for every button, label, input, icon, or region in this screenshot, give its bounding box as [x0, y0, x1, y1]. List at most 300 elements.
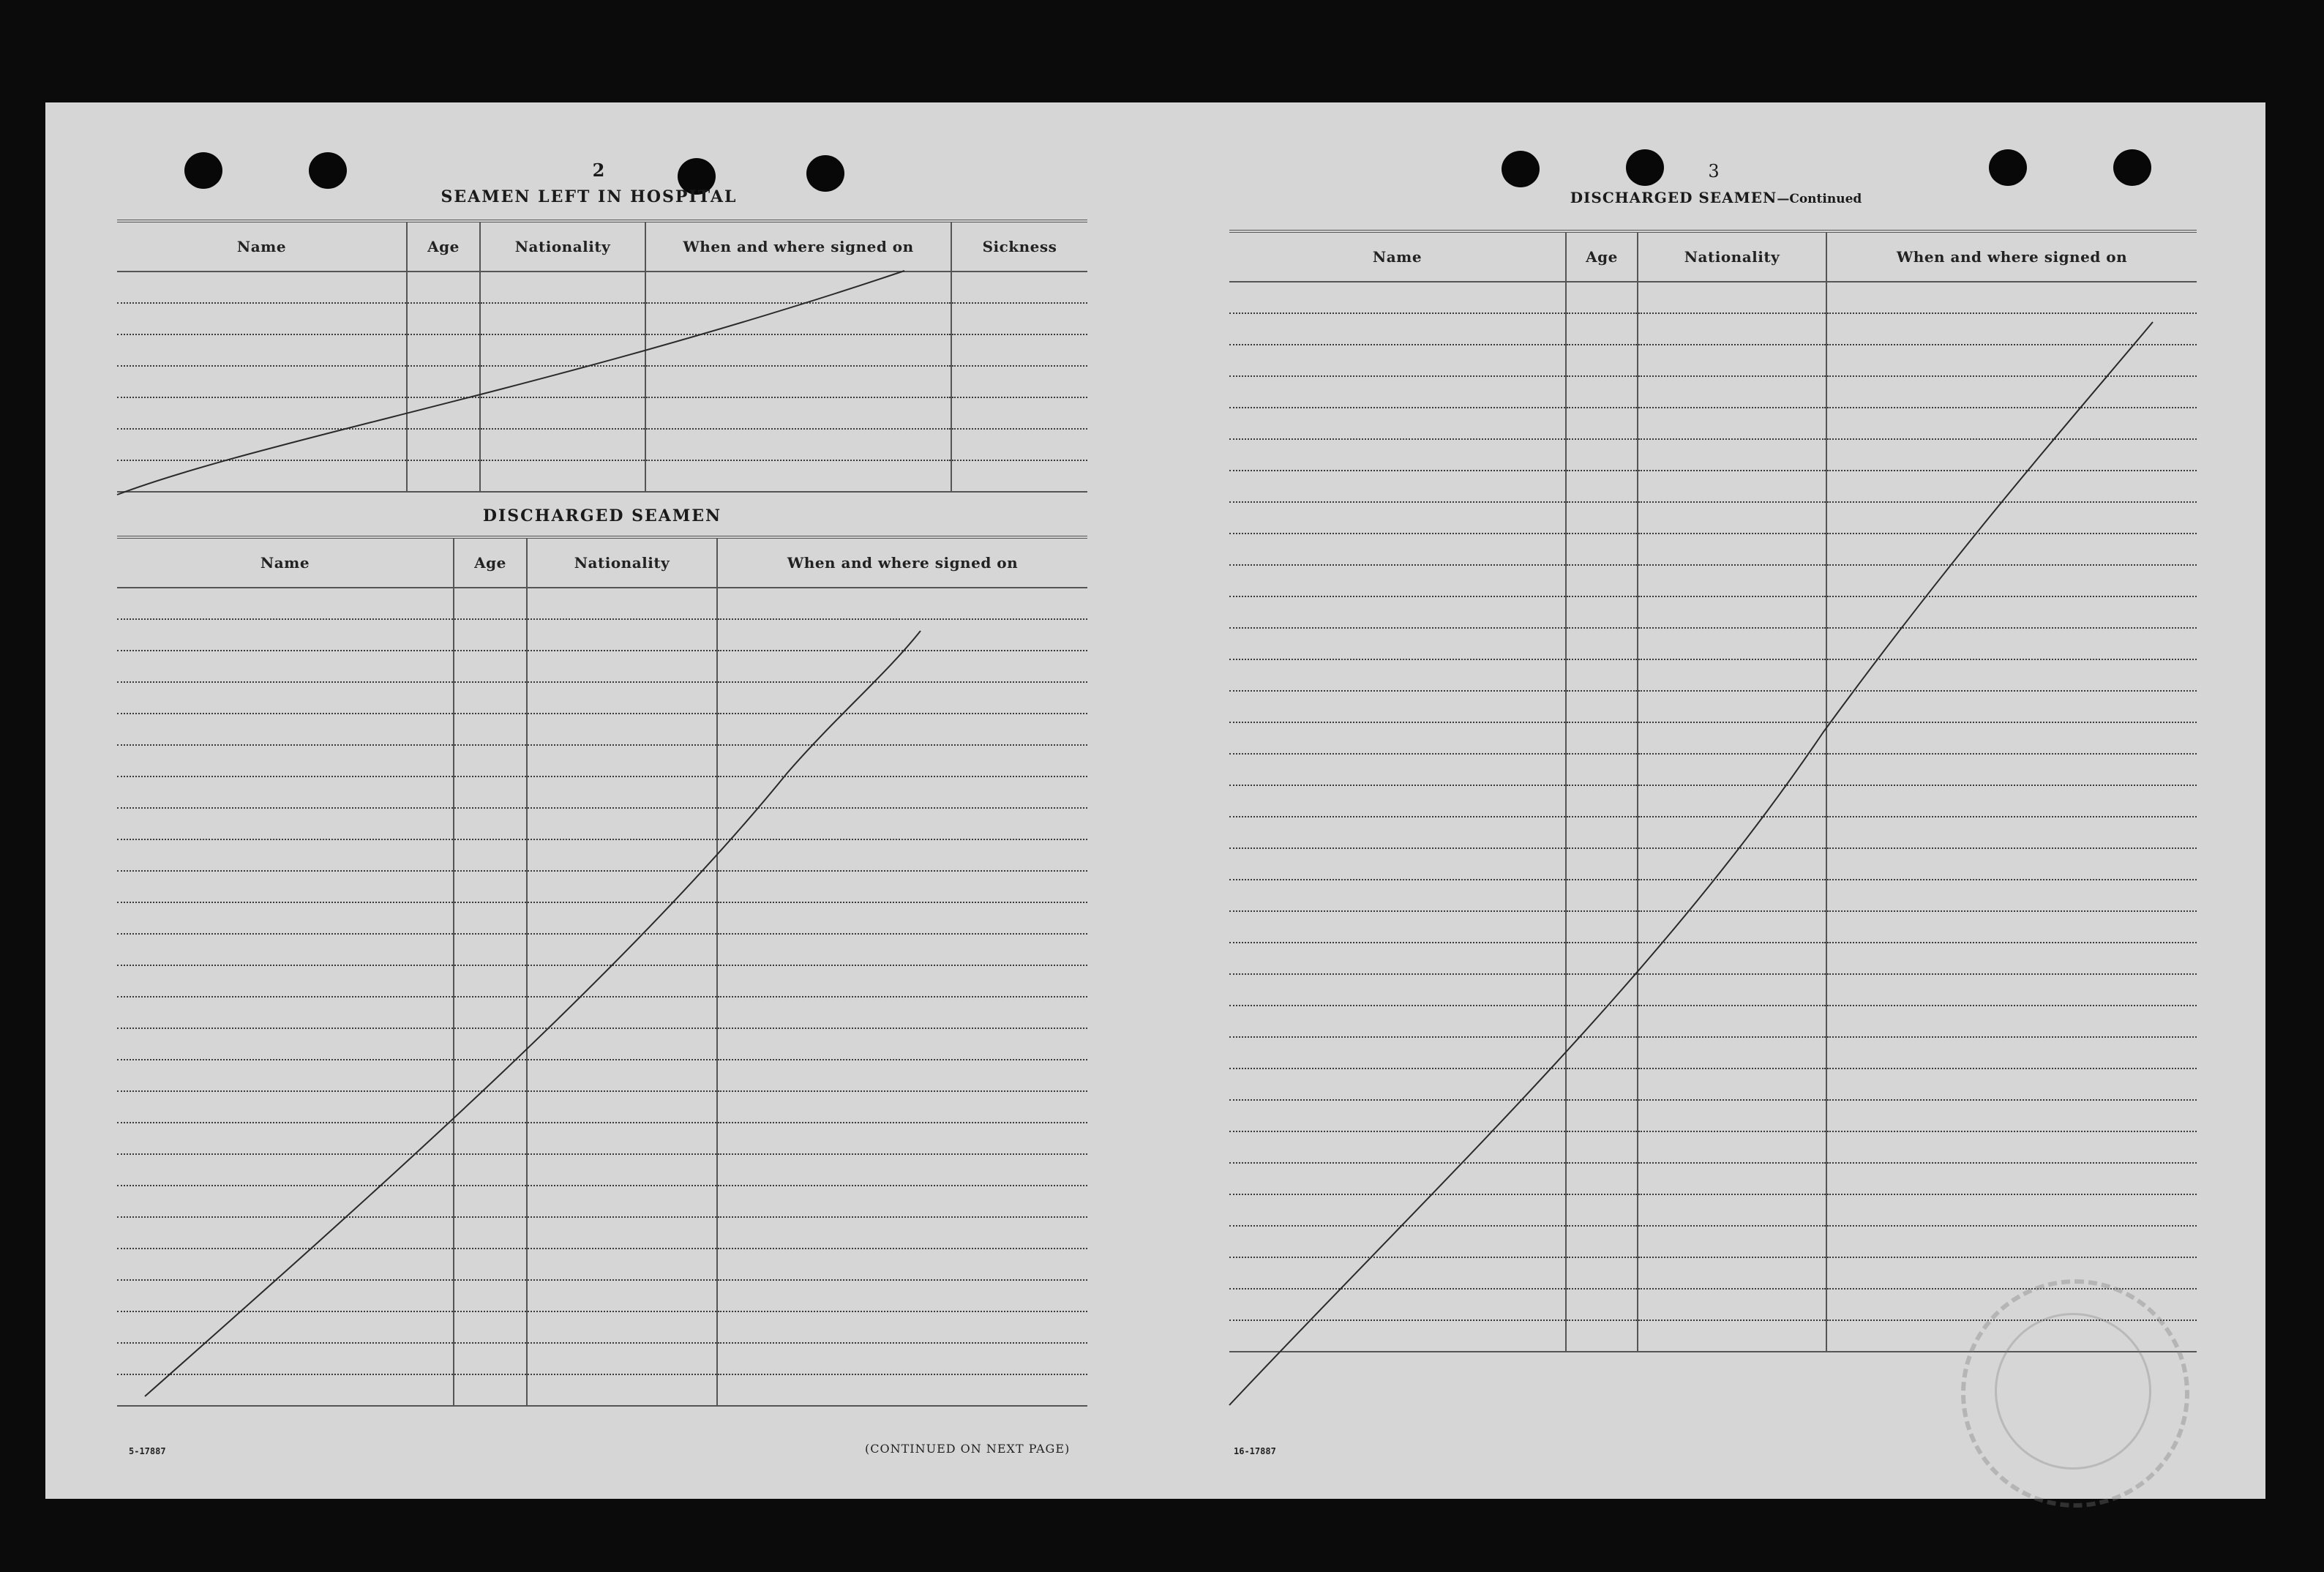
table-header-row [117, 221, 1087, 272]
table-cell [117, 839, 454, 871]
column-header-signed-on: When and where signed on [1826, 231, 2197, 282]
table-cell [1826, 1226, 2197, 1257]
table-cell [1638, 376, 1826, 408]
table-cell [1566, 1289, 1638, 1320]
table-row [117, 902, 1087, 934]
table-cell [1826, 785, 2197, 817]
table-row [117, 429, 1087, 460]
table-cell [117, 934, 454, 965]
column-header-name: Name [117, 221, 407, 272]
discharged-table-left [117, 536, 1087, 1407]
table-cell [454, 965, 527, 997]
table-cell [117, 902, 454, 934]
table-cell [1229, 691, 1566, 722]
table-cell [1229, 943, 1566, 974]
table-row [117, 1311, 1087, 1343]
table-cell [117, 619, 454, 651]
table-cell [1826, 534, 2197, 565]
table-row [117, 366, 1087, 397]
table-cell [1826, 1100, 2197, 1131]
column-header-age: Age [454, 537, 527, 588]
table-row [117, 397, 1087, 429]
table-cell [717, 588, 1087, 619]
table-cell [1638, 754, 1826, 785]
column-header-sickness: Sickness [951, 221, 1087, 272]
punch-hole [309, 152, 347, 189]
faded-stamp [1961, 1279, 2189, 1508]
column-header-nationality: Nationality [527, 537, 717, 588]
column-header-age: Age [407, 221, 480, 272]
table-cell [117, 714, 454, 745]
table-cell [527, 1249, 717, 1280]
table-cell [117, 1343, 454, 1374]
table-cell [1229, 848, 1566, 880]
table-row [117, 1249, 1087, 1280]
table-cell [117, 1280, 454, 1311]
table-cell [1566, 1257, 1638, 1289]
table-row [1229, 911, 2197, 943]
table-cell [1638, 1257, 1826, 1289]
table-cell [454, 588, 527, 619]
table-cell [1566, 817, 1638, 848]
table-row [117, 934, 1087, 965]
table-cell [1229, 974, 1566, 1006]
table-row [117, 1374, 1087, 1406]
table-row [117, 1217, 1087, 1249]
table-row [1229, 282, 2197, 313]
table-cell [527, 1154, 717, 1186]
table-cell [717, 934, 1087, 965]
table-cell [1638, 817, 1826, 848]
table-cell [117, 651, 454, 682]
table-cell [1638, 1037, 1826, 1068]
table-cell [454, 1123, 527, 1154]
table-cell [527, 1343, 717, 1374]
column-header-signed-on: When and where signed on [717, 537, 1087, 588]
discharged-continued-title [1229, 189, 2203, 206]
table-cell [1638, 565, 1826, 596]
table-cell [1566, 439, 1638, 471]
table-cell [1638, 1320, 1826, 1352]
table-cell [1638, 1100, 1826, 1131]
table-row [1229, 439, 2197, 471]
table-cell [1229, 471, 1566, 502]
table-cell [527, 871, 717, 902]
hospital-table [117, 220, 1087, 493]
table-cell [527, 714, 717, 745]
table-cell [454, 1154, 527, 1186]
table-row [1229, 659, 2197, 691]
table-cell [1566, 880, 1638, 911]
table-cell [1638, 534, 1826, 565]
table-cell [1229, 1100, 1566, 1131]
table-cell [1229, 817, 1566, 848]
table-row [1229, 1100, 2197, 1131]
table-cell [1229, 1289, 1566, 1320]
punch-hole [184, 152, 222, 189]
table-cell [1566, 502, 1638, 534]
table-cell [1638, 596, 1826, 628]
table-cell [1638, 848, 1826, 880]
table-cell [1229, 408, 1566, 439]
table-cell [527, 997, 717, 1028]
table-cell [454, 682, 527, 714]
table-cell [1826, 282, 2197, 313]
table-cell [1826, 754, 2197, 785]
table-cell [717, 776, 1087, 808]
table-row [1229, 848, 2197, 880]
table-cell [1229, 282, 1566, 313]
column-header-nationality: Nationality [1638, 231, 1826, 282]
table-cell [717, 839, 1087, 871]
table-cell [527, 682, 717, 714]
table-row [117, 714, 1087, 745]
table-cell [1229, 345, 1566, 376]
table-cell [1826, 345, 2197, 376]
table-cell [1566, 722, 1638, 754]
column-header-name: Name [1229, 231, 1566, 282]
table-cell [717, 651, 1087, 682]
table-cell [1638, 345, 1826, 376]
table-cell [527, 776, 717, 808]
table-cell [1638, 659, 1826, 691]
table-cell [1229, 1257, 1566, 1289]
table-cell [117, 1028, 454, 1060]
table-row [1229, 880, 2197, 911]
table-cell [1826, 943, 2197, 974]
table-cell [1566, 565, 1638, 596]
table-cell [454, 745, 527, 776]
table-cell [1229, 1226, 1566, 1257]
table-cell [1638, 880, 1826, 911]
table-cell [117, 1217, 454, 1249]
table-cell [1229, 1006, 1566, 1037]
hospital-section-title: SEAMEN LEFT IN HOSPITAL [441, 187, 738, 206]
table-cell [1229, 911, 1566, 943]
table-cell [454, 651, 527, 682]
table-cell [454, 619, 527, 651]
table-row [1229, 943, 2197, 974]
table-cell [717, 871, 1087, 902]
table-cell [1229, 1194, 1566, 1226]
table-cell [717, 1280, 1087, 1311]
table-cell [454, 839, 527, 871]
table-cell [1229, 628, 1566, 659]
table-row [1229, 1006, 2197, 1037]
table-row [117, 334, 1087, 366]
table-row [1229, 408, 2197, 439]
table-cell [454, 871, 527, 902]
table-cell [1566, 313, 1638, 345]
table-cell [1229, 1068, 1566, 1100]
table-cell [117, 776, 454, 808]
table-cell [1566, 596, 1638, 628]
form-code-left: 5-17887 [129, 1446, 166, 1456]
table-cell [1826, 691, 2197, 722]
table-cell [454, 808, 527, 839]
continued-note: (CONTINUED ON NEXT PAGE) [865, 1442, 1071, 1456]
table-cell [1638, 911, 1826, 943]
table-cell [527, 808, 717, 839]
table-cell [1826, 1006, 2197, 1037]
table-cell [1566, 1194, 1638, 1226]
table-cell [1638, 471, 1826, 502]
table-cell [1638, 691, 1826, 722]
table-cell [717, 619, 1087, 651]
table-row [117, 871, 1087, 902]
table-header-row [1229, 231, 2197, 282]
table-cell [1826, 502, 2197, 534]
table-cell [117, 1091, 454, 1123]
table-cell [1566, 1037, 1638, 1068]
table-cell [454, 997, 527, 1028]
table-cell [1566, 1131, 1638, 1163]
table-cell [1229, 785, 1566, 817]
table-cell [527, 588, 717, 619]
table-row [117, 460, 1087, 492]
table-cell [527, 1374, 717, 1406]
table-cell [1638, 1163, 1826, 1194]
table-cell [1638, 1131, 1826, 1163]
table-row [1229, 628, 2197, 659]
table-cell [1826, 722, 2197, 754]
table-cell [717, 1186, 1087, 1217]
table-row [1229, 1131, 2197, 1163]
table-row [117, 745, 1087, 776]
table-cell [1566, 1320, 1638, 1352]
table-row [1229, 691, 2197, 722]
table-cell [1229, 313, 1566, 345]
table-cell [1229, 439, 1566, 471]
table-cell [1826, 1068, 2197, 1100]
table-row [117, 839, 1087, 871]
table-row [117, 1154, 1087, 1186]
table-cell [117, 745, 454, 776]
table-cell [1638, 313, 1826, 345]
table-cell [1229, 1163, 1566, 1194]
table-cell [1229, 722, 1566, 754]
table-cell [1826, 1257, 2197, 1289]
table-cell [1566, 534, 1638, 565]
table-cell [1566, 691, 1638, 722]
table-cell [117, 682, 454, 714]
table-cell [1566, 1006, 1638, 1037]
form-code-right: 16-17887 [1234, 1446, 1276, 1456]
table-cell [1638, 1194, 1826, 1226]
table-cell [454, 1186, 527, 1217]
table-cell [117, 1154, 454, 1186]
table-cell [527, 1186, 717, 1217]
table-header-row [117, 537, 1087, 588]
table-cell [717, 1343, 1087, 1374]
table-row [1229, 471, 2197, 502]
table-cell [1826, 408, 2197, 439]
table-cell [527, 1028, 717, 1060]
table-cell [1826, 659, 2197, 691]
table-cell [1229, 1037, 1566, 1068]
table-cell [454, 1217, 527, 1249]
table-cell [117, 588, 454, 619]
table-cell [1229, 659, 1566, 691]
table-cell [1638, 1226, 1826, 1257]
table-cell [717, 965, 1087, 997]
table-cell [1229, 376, 1566, 408]
table-cell [117, 808, 454, 839]
table-cell [1826, 817, 2197, 848]
table-cell [117, 1060, 454, 1091]
table-cell [717, 1028, 1087, 1060]
table-cell [717, 682, 1087, 714]
table-cell [1229, 1131, 1566, 1163]
table-row [117, 272, 1087, 303]
table-cell [454, 1374, 527, 1406]
table-cell [1566, 911, 1638, 943]
table-row [117, 1343, 1087, 1374]
table-cell [1566, 848, 1638, 880]
table-row [117, 1186, 1087, 1217]
table-cell [1566, 1068, 1638, 1100]
table-cell [717, 1060, 1087, 1091]
table-row [117, 776, 1087, 808]
table-cell [717, 714, 1087, 745]
table-row [117, 682, 1087, 714]
page-number-left: 2 [592, 160, 605, 181]
table-cell [1229, 880, 1566, 911]
table-cell [1638, 408, 1826, 439]
table-cell [717, 1249, 1087, 1280]
table-cell [454, 902, 527, 934]
table-cell [454, 1343, 527, 1374]
table-cell [1566, 1100, 1638, 1131]
table-cell [117, 997, 454, 1028]
table-cell [1638, 1289, 1826, 1320]
discharged-section-title: DISCHARGED SEAMEN [482, 506, 722, 525]
table-cell [1826, 880, 2197, 911]
title-main: DISCHARGED SEAMEN [1570, 189, 1777, 206]
table-cell [1826, 1163, 2197, 1194]
table-cell [1566, 754, 1638, 785]
table-cell [1566, 282, 1638, 313]
column-header-name: Name [117, 537, 454, 588]
table-cell [1566, 471, 1638, 502]
table-cell [1229, 502, 1566, 534]
table-cell [1638, 785, 1826, 817]
table-cell [527, 1217, 717, 1249]
table-cell [454, 1311, 527, 1343]
table-cell [1638, 1068, 1826, 1100]
table-cell [1826, 439, 2197, 471]
table-cell [717, 808, 1087, 839]
table-cell [1826, 565, 2197, 596]
table-cell [1566, 659, 1638, 691]
table-cell [527, 1311, 717, 1343]
table-cell [1638, 439, 1826, 471]
table-row [1229, 817, 2197, 848]
table-cell [717, 1123, 1087, 1154]
table-cell [1566, 376, 1638, 408]
table-row [1229, 502, 2197, 534]
table-cell [1638, 722, 1826, 754]
table-cell [717, 1374, 1087, 1406]
table-cell [1638, 974, 1826, 1006]
table-cell [527, 1060, 717, 1091]
table-row [1229, 345, 2197, 376]
table-cell [1826, 1194, 2197, 1226]
table-cell [1826, 1037, 2197, 1068]
table-cell [1566, 628, 1638, 659]
discharged-table-right [1229, 230, 2197, 1352]
table-cell [1229, 754, 1566, 785]
table-cell [117, 1123, 454, 1154]
table-cell [1826, 471, 2197, 502]
table-row [117, 619, 1087, 651]
table-cell [527, 902, 717, 934]
table-cell [1566, 974, 1638, 1006]
table-cell [1826, 376, 2197, 408]
table-cell [527, 619, 717, 651]
page-number-right: 3 [1708, 161, 1720, 181]
table-cell [527, 745, 717, 776]
document-sheet [45, 102, 2265, 1499]
table-cell [1826, 1131, 2197, 1163]
table-cell [454, 714, 527, 745]
table-cell [454, 1091, 527, 1123]
table-cell [717, 745, 1087, 776]
table-cell [527, 1280, 717, 1311]
table-cell [1638, 628, 1826, 659]
table-cell [117, 871, 454, 902]
table-cell [717, 1217, 1087, 1249]
table-cell [1566, 1163, 1638, 1194]
table-cell [454, 1028, 527, 1060]
table-cell [454, 1060, 527, 1091]
punch-hole [1502, 151, 1540, 187]
table-row [1229, 974, 2197, 1006]
table-cell [717, 1311, 1087, 1343]
table-row [117, 965, 1087, 997]
table-row [1229, 1163, 2197, 1194]
table-cell [1826, 628, 2197, 659]
table-cell [1826, 911, 2197, 943]
table-cell [1229, 1320, 1566, 1352]
table-row [1229, 722, 2197, 754]
table-cell [527, 965, 717, 997]
table-cell [1566, 943, 1638, 974]
table-row [1229, 1226, 2197, 1257]
punch-hole [1626, 149, 1664, 186]
table-row [117, 1123, 1087, 1154]
table-row [117, 651, 1087, 682]
table-cell [717, 997, 1087, 1028]
punch-hole [806, 155, 844, 192]
table-row [117, 1028, 1087, 1060]
table-row [117, 588, 1087, 619]
table-row [1229, 376, 2197, 408]
table-row [117, 997, 1087, 1028]
column-header-age: Age [1566, 231, 1638, 282]
table-cell [1826, 596, 2197, 628]
punch-hole [2113, 149, 2151, 186]
table-cell [454, 1280, 527, 1311]
table-cell [1566, 408, 1638, 439]
table-row [1229, 596, 2197, 628]
table-cell [1826, 974, 2197, 1006]
table-row [1229, 534, 2197, 565]
table-cell [717, 902, 1087, 934]
table-cell [454, 934, 527, 965]
table-row [117, 1060, 1087, 1091]
table-row [117, 303, 1087, 334]
